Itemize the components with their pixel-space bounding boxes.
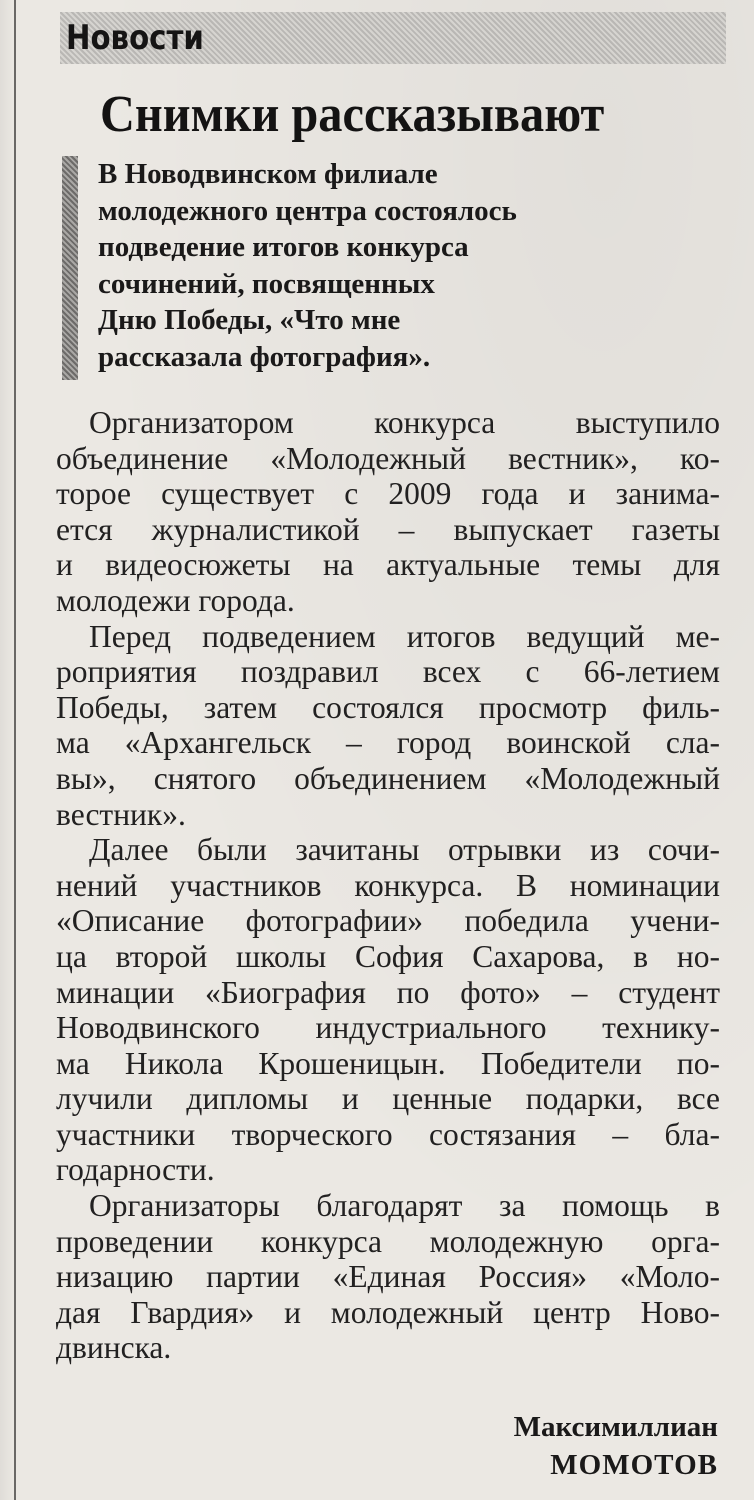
article-paragraph (56, 619, 720, 833)
author-signature (514, 1408, 718, 1484)
lead-accent-bar (62, 156, 78, 380)
text-line: нений участников конкурса. В номинации (56, 867, 720, 903)
section-label: Новости (66, 18, 204, 58)
text-line: ется журналистикой – выпускает газеты (56, 511, 720, 547)
text-line: ца второй школы София Сахарова, в но- (56, 938, 720, 974)
article-lead (98, 156, 658, 375)
text-line: Далее были зачитаны отрывки из сочи- (89, 832, 720, 868)
text-line: участники творческого состязания – бла- (56, 1116, 720, 1152)
article-paragraph (56, 405, 720, 619)
column-divider (14, 0, 16, 1500)
lead-line: Дню Победы, «Что мне (98, 304, 401, 336)
text-line: роприятия поздравил всех с 66-летием (56, 654, 720, 690)
article-paragraph (56, 1188, 720, 1366)
lead-line: рассказала фотография». (98, 340, 431, 373)
text-line: ма Никола Крошеницын. Победители по- (56, 1045, 720, 1081)
lead-line: В Новодвинском филиале (98, 158, 438, 190)
lead-line: сочинений, посвященных (98, 267, 435, 300)
lead-line: молодежного центра состоялось (98, 194, 517, 227)
article-paragraph (56, 832, 720, 1188)
text-line: низацию партии «Единая Россия» «Моло- (56, 1259, 720, 1295)
author-last-name: МОМОТОВ (550, 1449, 718, 1481)
text-line: двинска. (56, 1330, 172, 1366)
text-line: вестник». (56, 796, 186, 832)
text-line: «Описание фотографии» победила учени- (56, 903, 720, 939)
lead-line: подведение итогов конкурса (98, 231, 469, 263)
text-line: Победы, затем состоялся просмотр филь- (56, 689, 720, 725)
text-line: ма «Архангельск – город воинской сла- (56, 725, 720, 761)
article-body (56, 405, 720, 1366)
text-line: вы», снятого объединением «Молодежный (56, 760, 720, 796)
text-line: лучили дипломы и ценные подарки, все (56, 1081, 720, 1117)
text-line: дая Гвардия» и молодежный центр Ново- (56, 1294, 720, 1330)
text-line: торое существует с 2009 года и занима- (56, 476, 720, 512)
article-headline: Снимки рассказывают (100, 86, 605, 143)
text-line: минации «Биография по фото» – студент (56, 974, 720, 1010)
text-line: Перед подведением итогов ведущий ме- (89, 618, 720, 654)
text-line: проведении конкурса молодежную орга- (56, 1223, 720, 1259)
text-line: Новодвинского индустриального технику- (56, 1010, 720, 1046)
text-line: годарности. (56, 1152, 215, 1188)
text-line: Организатором конкурса выступило (89, 405, 720, 440)
text-line: и видеосюжеты на актуальные темы для (56, 547, 720, 583)
text-line: молодежи города. (56, 582, 295, 618)
text-line: Организаторы благодарят за помощь в (89, 1188, 720, 1224)
text-line: объединение «Молодежный вестник», ко- (56, 440, 720, 476)
author-first-name: Максимиллиан (513, 1411, 718, 1443)
